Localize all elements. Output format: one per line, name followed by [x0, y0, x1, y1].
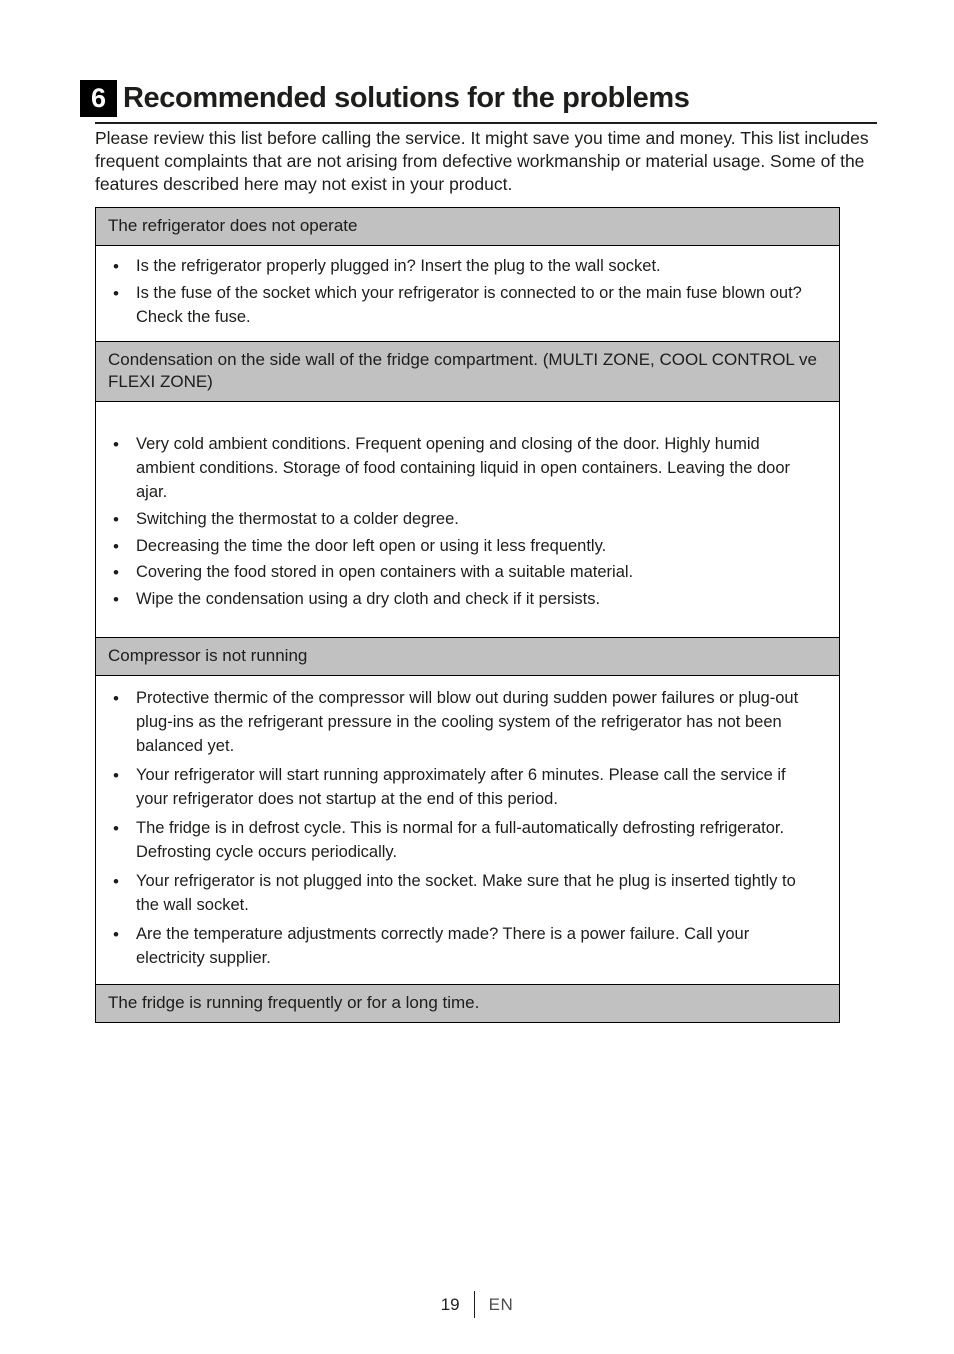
bullet-item: • Protective thermic of the compressor will blow out during sudden power failures or plug-out plug-ins as the refrigerant pressure in the cooling system of the refrigerator has not been balanced yet.	[136, 687, 819, 759]
table-section-body	[96, 402, 839, 637]
bullet-item: • Wipe the condensation using a dry cloth and check if it persists.	[136, 588, 819, 612]
bullet-item: • Is the refrigerator properly plugged in? Insert the plug to the wall socket.	[136, 255, 819, 279]
section-number: 6	[90, 83, 107, 113]
page-title: Recommended solutions for the problems	[123, 82, 690, 114]
table-section	[96, 208, 839, 341]
table-section-body	[96, 676, 839, 983]
troubleshooting-table	[95, 207, 840, 1023]
table-section-header: The fridge is running frequently or for a long time.	[96, 984, 839, 1022]
bullet-item: • Your refrigerator will start running approximately after 6 minutes. Please call the service if your refrigerator does not startup at the end of this period.	[136, 764, 819, 812]
section-title-row	[90, 80, 877, 124]
table-section	[96, 637, 839, 983]
language-code: EN	[488, 1294, 514, 1314]
page-footer	[0, 1291, 954, 1318]
bullet-item: • Switching the thermostat to a colder degree.	[136, 508, 819, 532]
table-section-body	[96, 246, 839, 341]
table-section-header: Condensation on the side wall of the fridge compartment. (MULTI ZONE, COOL CONTROL ve FLEXI ZONE)	[96, 341, 839, 402]
footer-divider	[474, 1291, 475, 1318]
bullet-item: • Is the fuse of the socket which your refrigerator is connected to or the main fuse blown out? Check the fuse.	[136, 282, 819, 330]
table-section-header: Compressor is not running	[96, 637, 839, 676]
bullet-item: • Very cold ambient conditions. Frequent opening and closing of the door. Highly humid ambient conditions. Storage of food containing liquid in open containers. Leaving the door ajar.	[136, 433, 819, 505]
table-section	[96, 341, 839, 638]
bullet-item: • Your refrigerator is not plugged into the socket. Make sure that he plug is inserted tightly to the wall socket.	[136, 870, 819, 918]
bullet-item: • The fridge is in defrost cycle. This is normal for a full-automatically defrosting refrigerator. Defrosting cycle occurs periodically.	[136, 817, 819, 865]
bullet-item: • Covering the food stored in open containers with a suitable material.	[136, 561, 819, 585]
section-number-box	[80, 80, 117, 117]
intro-paragraph: Please review this list before calling the service. It might save you time and money. This list includes frequent complaints that are not arising from defective workmanship or material usage. Some of the features described here may not exist in your product.	[95, 128, 869, 194]
table-section	[96, 984, 839, 1022]
bullet-item: • Decreasing the time the door left open or using it less frequently.	[136, 535, 819, 559]
bullet-item: • Are the temperature adjustments correctly made? There is a power failure. Call your electricity supplier.	[136, 923, 819, 971]
table-section-header: The refrigerator does not operate	[96, 208, 839, 246]
page-number: 19	[440, 1294, 460, 1314]
document-page	[90, 80, 877, 1023]
